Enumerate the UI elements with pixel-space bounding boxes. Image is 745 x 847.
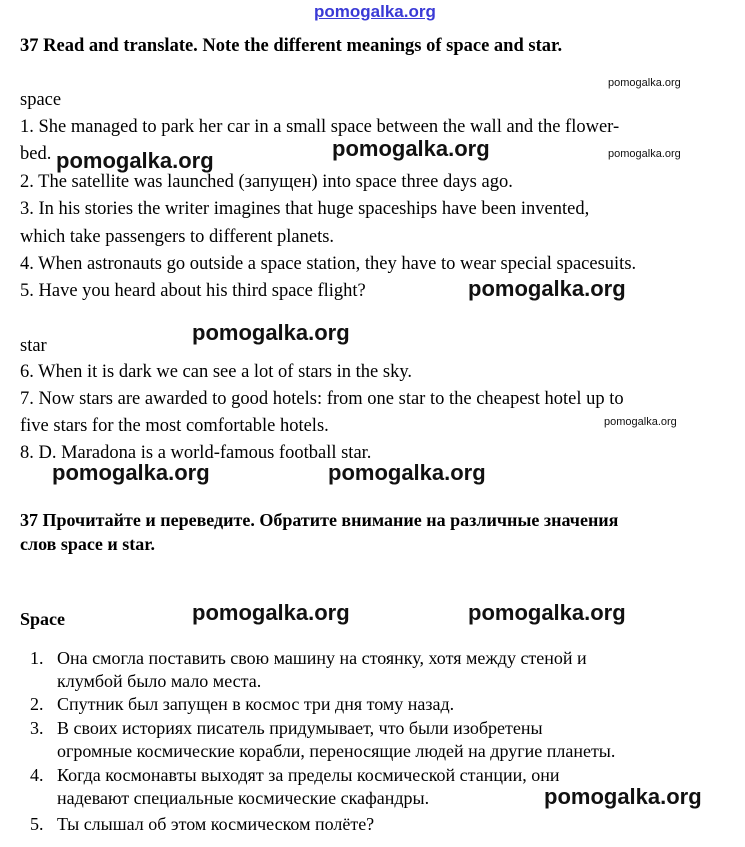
star-line: 6. When it is dark we can see a lot of stars in the sky. <box>20 362 412 382</box>
ru-item-number: 3. <box>30 718 44 738</box>
exercise-title-ru: слов space и star. <box>20 534 156 554</box>
watermark-top-link[interactable]: pomogalka.org <box>314 2 436 21</box>
ru-item-text: В своих историях писатель придумывает, что были изобретены <box>57 718 543 738</box>
ru-space-heading: Space <box>20 609 65 629</box>
star-heading: star <box>20 336 47 356</box>
space-line: 1. She managed to park her car in a small space between the wall and the flower- <box>20 117 620 137</box>
ru-item-number: 5. <box>30 814 44 834</box>
ru-item-number: 1. <box>30 648 44 668</box>
watermark: pomogalka.org <box>544 784 702 809</box>
space-line: 2. The satellite was launched (запущен) into space three days ago. <box>20 172 513 192</box>
watermark-small: pomogalka.org <box>604 416 677 428</box>
ru-item-number: 2. <box>30 694 44 714</box>
space-line: 4. When astronauts go outside a space station, they have to wear special spacesuits. <box>20 254 637 274</box>
watermark: pomogalka.org <box>468 276 626 301</box>
watermark: pomogalka.org <box>332 136 490 161</box>
star-line: 7. Now stars are awarded to good hotels: from one star to the cheapest hotel up to <box>20 389 624 409</box>
watermark: pomogalka.org <box>328 460 486 485</box>
star-line: five stars for the most comfortable hotels. <box>20 416 329 436</box>
watermark: pomogalka.org <box>192 320 350 345</box>
ru-item-text: надевают специальные космические скафандры. <box>57 788 430 808</box>
exercise-title-en: 37 Read and translate. Note the different meanings of space and star. <box>20 36 563 56</box>
space-line: bed. <box>20 144 52 164</box>
ru-item-text: клумбой было мало места. <box>57 671 262 691</box>
star-line: 8. D. Maradona is a world-famous football star. <box>20 443 372 463</box>
watermark-small: pomogalka.org <box>608 77 681 89</box>
space-line: which take passengers to different planets. <box>20 227 335 247</box>
exercise-title-ru: 37 Прочитайте и переведите. Обратите внимание на различные значения <box>20 510 619 530</box>
space-line: 3. In his stories the writer imagines that huge spaceships have been invented, <box>20 199 590 219</box>
ru-item-number: 4. <box>30 765 44 785</box>
watermark-small: pomogalka.org <box>608 148 681 160</box>
ru-item-text: Спутник был запущен в космос три дня тому назад. <box>57 694 455 714</box>
ru-item-text: Она смогла поставить свою машину на стоянку, хотя между стеной и <box>57 648 587 668</box>
watermark: pomogalka.org <box>192 600 350 625</box>
ru-item-text: огромные космические корабли, переносящие людей на другие планеты. <box>57 741 616 761</box>
watermark: pomogalka.org <box>56 148 214 173</box>
ru-item-text: Когда космонавты выходят за пределы космической станции, они <box>57 765 560 785</box>
watermark: pomogalka.org <box>468 600 626 625</box>
space-heading: space <box>20 90 62 110</box>
ru-item-text: Ты слышал об этом космическом полёте? <box>57 814 375 834</box>
watermark: pomogalka.org <box>52 460 210 485</box>
space-line: 5. Have you heard about his third space flight? <box>20 281 366 301</box>
